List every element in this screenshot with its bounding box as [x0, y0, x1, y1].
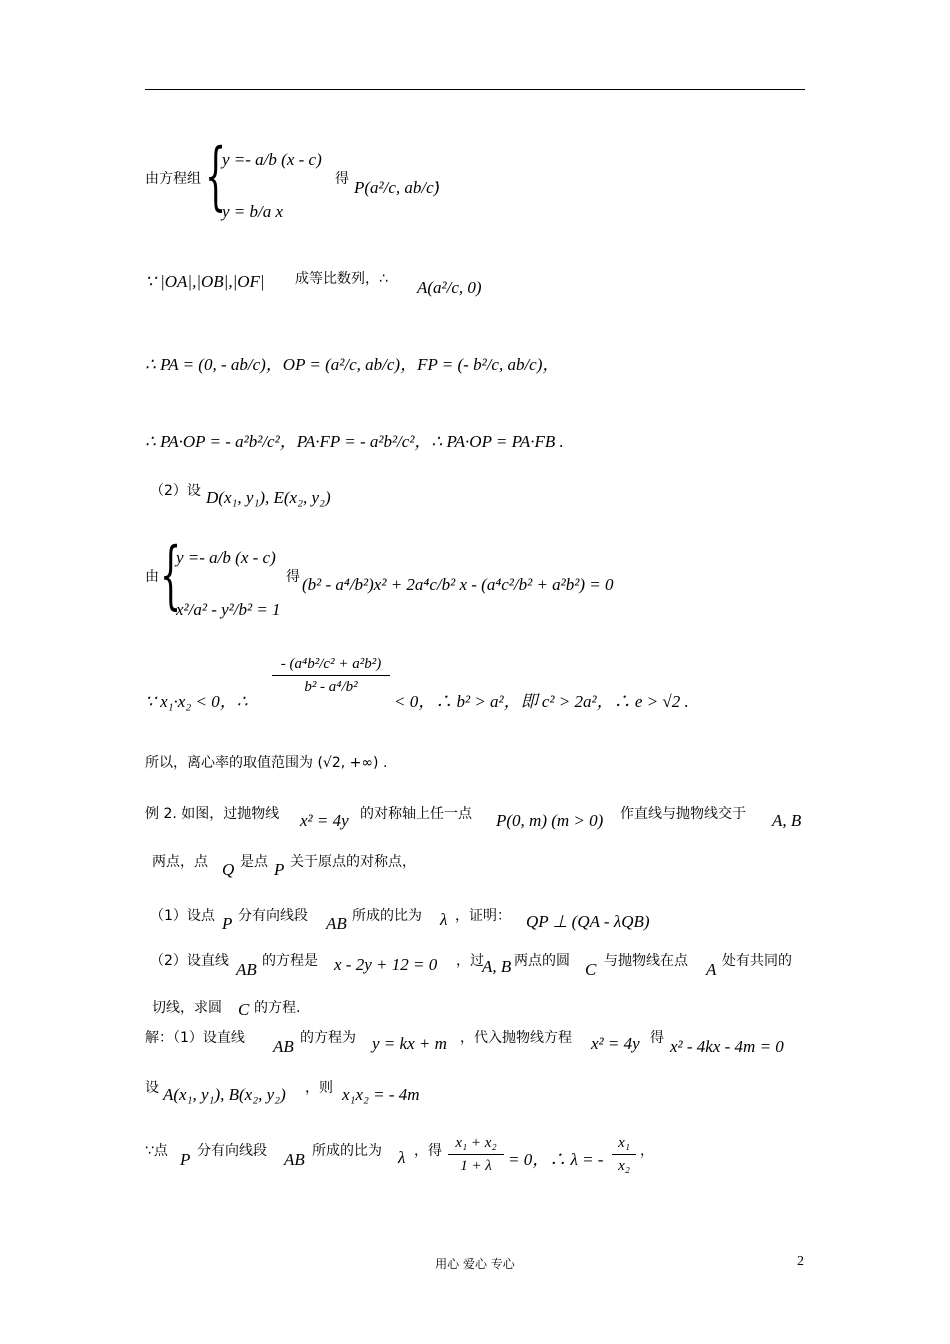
point-a: A(a²/c, 0)	[417, 278, 482, 297]
system-brace-2: {	[160, 532, 182, 618]
text-line-intersect: 作直线与抛物线交于	[620, 806, 746, 822]
segment-ab: AB	[326, 914, 347, 933]
comma-end: ，	[640, 1143, 654, 1159]
point-q: Q	[222, 860, 235, 879]
parabola-eq: x² = 4y	[300, 811, 349, 830]
text-circle: 两点的圆	[514, 953, 570, 969]
header-rule	[145, 89, 805, 90]
text-system-intro: 由方程组	[145, 171, 201, 187]
equation-line-2: y = b/a x	[222, 202, 284, 221]
text-equation-is: 的方程是	[262, 953, 318, 969]
equation-line-4: x²/a² - y²/b² = 1	[176, 600, 281, 619]
text-since-point: ∵点	[145, 1143, 168, 1159]
text-de-2: 得	[286, 569, 300, 585]
circle-c: C	[585, 960, 597, 979]
equation-line-1: y =- a/b (x - c)	[222, 150, 322, 169]
eccentricity-conclusion: < 0，∴ b² > a²，即 c² > 2a²，∴ e > √2 .	[394, 692, 689, 711]
text-is-point: 是点	[240, 854, 268, 870]
page-number: 2	[797, 1254, 804, 1269]
point-a-2: A	[706, 960, 717, 979]
points-de: D(x₁, y₁), E(x₂, y₂)	[206, 488, 331, 507]
text-then: ，则	[305, 1080, 333, 1096]
text-obtain-2: ，得	[414, 1143, 442, 1159]
line-ab: AB	[236, 960, 257, 979]
lambda-fraction: x₁ x₂	[612, 1133, 636, 1176]
points-ab-2: A, B	[482, 957, 512, 976]
text-ratio: 所成的比为	[352, 908, 422, 924]
text-ratio-2: 所成的比为	[312, 1143, 382, 1159]
text-eq-is: 的方程为	[300, 1030, 356, 1046]
product-x1x2: x₁x₂ = - 4m	[342, 1085, 420, 1104]
text-axis-point: 的对称轴上任一点	[360, 806, 472, 822]
point-p-3: P	[222, 914, 233, 933]
text-through: ，过	[456, 953, 484, 969]
text-obtain: 得	[650, 1030, 664, 1046]
point-p-4: P	[180, 1150, 191, 1169]
page-footer: 用心 爱心 专心	[435, 1257, 515, 1271]
text-find-eq: 的方程.	[254, 1000, 301, 1016]
quadratic-equation: (b² - a⁴/b²)x² + 2a⁴c/b² x - (a⁴c²/b² + a²b²) = 0	[302, 575, 614, 594]
points-a-b: A(x₁, y₁), B(x₂, y₂)	[163, 1085, 286, 1104]
line-ab-2: AB	[273, 1037, 294, 1056]
vector-line-3: ∴ PA = (0, - ab/c)，OP = (a²/c, ab/c)，FP = (- b²/c, ab/c)，	[145, 355, 560, 374]
text-geometric: 成等比数列，∴	[295, 271, 388, 287]
ratio-fraction: x₁ + x₂ 1 + λ	[448, 1133, 504, 1176]
text-part2: （2）设	[150, 483, 201, 499]
lambda-2: λ	[398, 1148, 406, 1167]
text-let: 设	[145, 1080, 159, 1096]
point-p-2: P	[274, 860, 285, 879]
text-prove: ，证明：	[455, 908, 511, 924]
circle-c-2: C	[238, 1000, 250, 1019]
text-de: 得	[335, 171, 349, 187]
quadratic-x: x² - 4kx - 4m = 0	[670, 1037, 784, 1056]
lambda: λ	[440, 910, 448, 929]
point-p-m: P(0, m) (m > 0)	[496, 811, 604, 830]
lambda-equation: = 0，∴ λ = -	[508, 1150, 604, 1169]
vector-line-4: ∴ PA·OP = - a²b²/c²，PA·FP = - a²b²/c²，∴ PA·OP = PA·FB .	[145, 432, 564, 451]
line-equation: x - 2y + 12 = 0	[334, 955, 438, 974]
system-brace: {	[205, 133, 227, 219]
point-p: P(a²/c, ab/c)	[354, 178, 440, 197]
perpendicular-claim: QP ⊥ (QA - λQB)	[526, 912, 650, 931]
text-you: 由	[145, 569, 159, 585]
big-fraction: - (a⁴b²/c² + a²b²) b² - a⁴/b²	[272, 654, 390, 697]
text-part2-line: （2）设直线	[150, 953, 229, 969]
range-conclusion: 所以，离心率的取值范围为 (√2, +∞) .	[145, 755, 388, 771]
abs-values: ∵ |OA|,|OB|,|OF|	[145, 272, 265, 291]
text-two-points: 两点，点	[152, 854, 208, 870]
text-divides-2: 分有向线段	[197, 1143, 267, 1159]
text-substitute: ，代入抛物线方程	[460, 1030, 572, 1046]
example2-intro: 例 2. 如图，过抛物线	[145, 806, 280, 822]
text-at-point: 与抛物线在点	[604, 953, 688, 969]
parabola-eq-2: x² = 4y	[591, 1034, 640, 1053]
segment-ab-2: AB	[284, 1150, 305, 1169]
text-solution: 解：（1）设直线	[145, 1030, 245, 1046]
text-part1-set: （1）设点	[150, 908, 215, 924]
text-common: 处有共同的	[722, 953, 792, 969]
text-tangent: 切线，求圆	[152, 1000, 222, 1016]
points-ab: A, B	[772, 811, 802, 830]
product-condition: ∵ x₁·x₂ < 0，∴	[145, 692, 248, 711]
line-y-eq: y = kx + m	[372, 1034, 447, 1053]
comma: ，	[435, 171, 449, 187]
text-divides: 分有向线段	[238, 908, 308, 924]
text-symmetric: 关于原点的对称点，	[290, 854, 416, 870]
equation-line-3: y =- a/b (x - c)	[176, 548, 276, 567]
